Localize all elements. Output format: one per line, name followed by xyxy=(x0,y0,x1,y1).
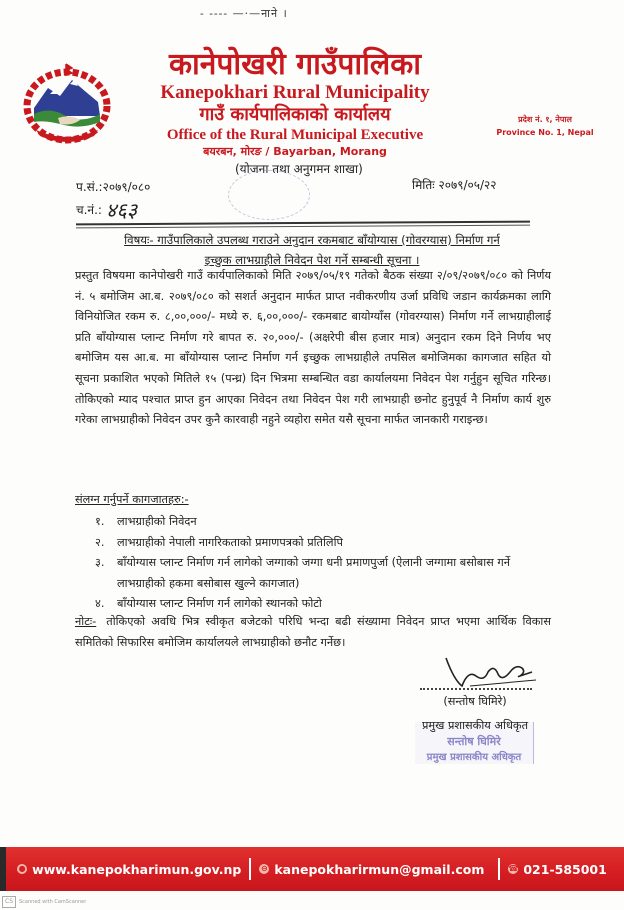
subject-line-2: इच्छुक लाभग्राहीले निवेदन पेश गर्ने सम्बन्धी सूचना । xyxy=(204,253,420,267)
footer-edge xyxy=(0,847,6,891)
attachments-title: संलग्न गर्नुपर्ने कागजातहरु:- xyxy=(75,493,189,506)
province-english: Province No. 1, Nepal xyxy=(496,128,594,137)
camscanner-logo-icon: CS xyxy=(2,896,16,908)
email-link[interactable]: kanepokharirmun@gmail.com xyxy=(274,861,485,877)
dispatch-number xyxy=(76,196,137,223)
office-stamp xyxy=(228,170,310,220)
phone-icon: ☎ xyxy=(508,864,519,873)
province-label xyxy=(490,114,600,137)
website-link[interactable]: www.kanepokharimun.gov.np xyxy=(32,861,242,877)
signatory-title: प्रमुख प्रशासकीय अधिकृत xyxy=(421,719,529,732)
reference-value: २०७९/०८० xyxy=(102,180,151,194)
municipality-name-english: Kanepokhari Rural Municipality xyxy=(160,82,430,103)
footer-email[interactable] xyxy=(259,862,484,877)
municipality-name-nepali: कानेपोखरी गाउँपालिका xyxy=(168,47,422,82)
letterhead xyxy=(130,48,460,160)
dispatch-value: ४६३ xyxy=(105,198,138,222)
footer-website[interactable] xyxy=(17,862,241,877)
header-divider-thin xyxy=(76,225,530,229)
reference-label: प.सं.: xyxy=(76,180,103,194)
footer-bar xyxy=(0,847,624,891)
footer-phone[interactable] xyxy=(508,862,606,877)
letter-date xyxy=(412,176,497,193)
email-icon: ⊖ xyxy=(261,864,268,873)
date-label: मितिः xyxy=(412,178,435,192)
province-nepali: प्रदेश नं. १, नेपाल xyxy=(518,115,572,124)
office-name-nepali: गाउँ कार्यपालिकाको कार्यालय xyxy=(199,104,391,125)
signatory-stamp: सन्तोष घिमिरे प्रमुख प्रशासकीय अधिकृत xyxy=(415,722,534,764)
note-section xyxy=(75,612,551,653)
reference-number xyxy=(76,178,150,195)
note-text: तोकिएको अवधि भित्र स्वीकृत बजेटको परिधि भन्दा बढी संख्यामा निवेदन प्राप्त भएमा आर्थिक विकास समितिको सिफारिस बमोजिम कार्यालयले लाभग्राहीको छनौट गर्नेछ। xyxy=(75,615,551,649)
top-handwritten-mark: - ---- —·—नाने । xyxy=(200,7,288,20)
branch-name: (योजना तथा अनुगमन शाखा) xyxy=(235,162,363,176)
globe-icon: ● xyxy=(18,864,26,873)
nepal-emblem-icon xyxy=(20,58,114,148)
signature-icon xyxy=(440,650,540,690)
scanner-text: Scanned with CamScanner xyxy=(19,899,87,905)
signature-line xyxy=(420,688,532,690)
attachments-list xyxy=(95,512,551,615)
scanner-watermark xyxy=(2,896,86,908)
subject-line xyxy=(82,230,542,270)
note-label: नोटः- xyxy=(75,615,97,628)
footer-separator xyxy=(498,858,500,880)
office-name-english: Office of the Rural Municipal Executive xyxy=(166,127,424,143)
dispatch-label: च.नं.: xyxy=(76,203,102,217)
attachment-item: ३. बाँयोग्यास प्लान्ट निर्माण गर्न लागेको जग्गाको जग्गा धनी प्रमाणपुर्जा (ऐलानी जग्गामा बसोबास गर्ने लाभग्राहीको हकमा बसोबास खुल्ने कागजात) xyxy=(95,556,511,590)
subject-line-1: विषयः- गाउँपालिकाले उपलब्ध गराउने अनुदान रकमबाट बाँयोग्यास (गोवरग्यास) निर्माण गर्न xyxy=(124,233,500,247)
date-value: २०७९/०५/२२ xyxy=(438,178,497,192)
attachment-item: ४. बाँयोग्यास प्लान्ट निर्माण गर्न लागेको स्थानको फोटो xyxy=(95,597,322,611)
office-address: बयरबन, मोरङ / Bayarban, Morang xyxy=(203,145,387,158)
phone-number[interactable]: 021-585001 xyxy=(523,861,607,877)
attachment-item: १. लाभग्राहीको निवेदन xyxy=(95,515,197,528)
signatory-name: (सन्तोष घिमिरे) xyxy=(443,695,507,708)
footer-separator xyxy=(249,858,251,880)
notice-body: प्रस्तुत विषयमा कानेपोखरी गाउँ कार्यपालिकाको मिति २०७९/०५/१९ गतेको बैठक संख्या २/०९/२०७९/०८० को निर्णय नं. ५ बमोजिम आ.ब. २०७९/०८० को सशर्त अनुदान मार्फत प्राप्त नवीकरणीय उर्जा प्रविधि जडान कार्यक्रमका लागि विनियोजित रकम रु. ८,००,०००/- मध्ये रु. ६,००,०००/- रकमबाट बायोग्याँस (गोवरग्यास) निर्माण गर्ने लाभग्राहीलाई प्रति बाँयोग्यास प्लान्ट निर्माण गरे बापत रु. २०,०००/- (अक्षरेपी बीस हजार मात्र) अनुदान रकम दिने निर्णय भए बमोजिम यस आ.ब. मा बाँयोग्यास प्लान्ट निर्माण गर्न इच्छुक लाभग्राहीले तपसिल बमोजिमका कागजात सहित यो सूचना प्रकाशित भएको मितिले १५ (पन्ध्र) दिन भित्रमा सम्बन्धित वडा कार्यालयमा निवेदन पेश गर्नुहुन सूचित गरिन्छ। तोकिएको म्याद पश्चात प्राप्त हुन आएका निवेदन तथा निवेदन पेश गरी लाभग्राही छनोट हुनुपूर्व नै निर्माण कार्य शुरु गरेका लाभग्राहीको निवेदन उपर कुनै कारवाही नहुने व्यहोरा समेत यसै सूचना मार्फत जानकारी गराइन्छ। xyxy=(75,269,551,427)
attachment-item: २. लाभग्राहीको नेपाली नागरिकताको प्रमाणपत्रको प्रतिलिपि xyxy=(95,535,343,549)
